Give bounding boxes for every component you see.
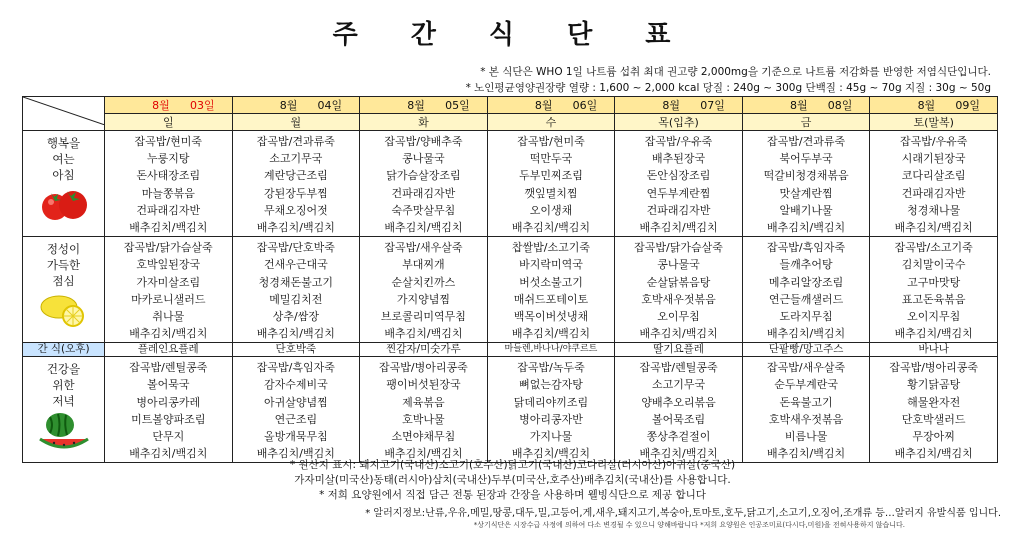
dish-item: 두부민찌조림 xyxy=(519,169,583,183)
breakfast-label-line: 여는 xyxy=(52,152,75,166)
dish-item: 콩나물국 xyxy=(402,152,445,166)
dish-item: 청경채돈불고기 xyxy=(258,275,334,289)
dish-item: 돈사태장조림 xyxy=(136,169,201,183)
disclaimer-note: *상기식단은 시장수급 사정에 의하여 다소 변경될 수 있으니 양해바랍니다 *저희 요양원은 인공조미료(다시다,미원)을 전혀사용하지 않습니다. xyxy=(473,521,905,529)
dish-item: 배추김치/백김치 xyxy=(129,447,208,461)
dish-item: 표고돈육볶음 xyxy=(901,292,966,306)
dish-item: 들깨추어탕 xyxy=(779,258,833,272)
month-label: 8월 xyxy=(407,99,425,112)
dish-item: 볼어묵국 xyxy=(147,378,190,392)
weekday-cell: 금 xyxy=(742,114,870,131)
sodium-note: * 본 식단은 WHO 1일 나트륨 섭취 최대 권고량 2,000mg을 기준으로 나트륨 저감화를 반영한 저염식단입니다. xyxy=(480,66,991,78)
day-label: 05일 xyxy=(445,99,470,112)
dish-item: 버섯소불고기 xyxy=(519,275,583,289)
weekday-row xyxy=(23,114,998,131)
dish-item: 브로콜리미역무침 xyxy=(380,309,466,323)
dish-item: 바지락미역국 xyxy=(519,258,583,272)
dish-item: 잡곡밥/우유죽 xyxy=(644,135,713,148)
dish-item: 아귀살양념찜 xyxy=(263,395,328,409)
breakfast-menu-cell xyxy=(105,131,233,237)
dish-item: 잡곡밥/흑임자죽 xyxy=(767,241,846,255)
allergy-note: * 알러지정보:난류,우유,메밀,땅콩,대두,밀,고등어,게,새우,돼지고기,복숭아,토마토,호두,닭고기,소고기,오징어,조개류 등…알러지 유발식품 입니다. xyxy=(365,508,1001,519)
dish-item: 누룽지탕 xyxy=(147,152,190,166)
snack-cell: 바나나 xyxy=(870,343,998,357)
dinner-menu-cell xyxy=(105,357,233,463)
corner-cell xyxy=(23,97,105,131)
dish-item: 배추김치/백김치 xyxy=(767,220,846,234)
dish-item: 무채오징어젓 xyxy=(263,203,328,217)
dish-item: 볼어묵조림 xyxy=(651,412,706,426)
dish-item: 양배추오리볶음 xyxy=(641,395,716,409)
dish-item: 건파래김자반 xyxy=(136,203,201,217)
dish-item: 순살닭볶음탕 xyxy=(646,275,711,289)
origin-note-2: 가자미살(미국산)동태(러시아)삼치(국내산)두부(미국산,호주산)배추김치(국내산)를 사용합니다. xyxy=(294,474,731,486)
dinner-label-line: 위한 xyxy=(52,378,75,393)
dish-item: 배추김치/백김치 xyxy=(894,327,973,341)
dish-item: 잡곡밥/견과류죽 xyxy=(256,135,335,148)
day-label: 07일 xyxy=(700,99,725,112)
month-label: 8월 xyxy=(917,99,936,112)
dish-item: 강된장두부찜 xyxy=(263,186,328,200)
dish-item: 오이무침 xyxy=(657,309,700,323)
dish-item: 건파래김자반 xyxy=(646,203,711,217)
dish-item: 돈안심장조림 xyxy=(646,169,711,183)
month-label: 8월 xyxy=(662,99,681,112)
dish-item: 배추김치/백김치 xyxy=(639,220,718,234)
nutrition-note: * 노인평균영양권장량 열량 : 1,600 ~ 2,000 kcal 당질 : 240g ~ 300g 단백질 : 45g ~ 70g 지질 : 30g ~ 50g xyxy=(465,82,991,94)
dish-item: 배추김치/백김치 xyxy=(256,327,335,341)
dish-item: 해물완자전 xyxy=(907,395,961,409)
dish-item: 가지양념찜 xyxy=(396,292,450,306)
dish-item: 마카로니샐러드 xyxy=(131,292,206,306)
dish-item: 소고기무국 xyxy=(651,378,706,392)
breakfast-menu-cell xyxy=(615,131,743,237)
breakfast-row xyxy=(23,131,998,237)
day-label: 09일 xyxy=(955,99,980,112)
dish-item: 상추/쌈장 xyxy=(272,309,319,323)
dish-item: 취나물 xyxy=(152,309,185,323)
dish-item: 감자수제비국 xyxy=(263,378,328,392)
month-label: 8월 xyxy=(279,99,298,112)
dish-item: 잡곡밥/양배추죽 xyxy=(384,135,463,148)
dish-item: 건파래김자반 xyxy=(391,186,456,200)
lunch-menu-cell xyxy=(870,237,998,343)
weekday-cell: 토(말복) xyxy=(870,114,998,131)
date-cell xyxy=(105,97,233,114)
dish-item: 배추김치/백김치 xyxy=(511,220,591,234)
dish-item: 찹쌀밥/소고기죽 xyxy=(511,241,591,255)
dish-item: 맛살계란찜 xyxy=(779,186,833,200)
dish-item: 팽이버섯된장국 xyxy=(386,378,461,392)
dish-item: 북어두부국 xyxy=(779,152,833,166)
lunch-menu-cell xyxy=(487,237,615,343)
dinner-label-line: 건강을 xyxy=(46,362,81,377)
lemon-icon xyxy=(23,289,104,335)
dish-item: 청경채나물 xyxy=(907,203,961,217)
date-cell xyxy=(360,97,488,114)
tomato-icon xyxy=(23,183,104,229)
month-label: 8월 xyxy=(152,99,170,112)
weekday-cell: 화 xyxy=(360,114,488,131)
dish-item: 시래기된장국 xyxy=(901,152,966,166)
lunch-menu-cell xyxy=(742,237,870,343)
dish-item: 미트볼양파조림 xyxy=(131,412,206,426)
dinner-label-line: 저녁 xyxy=(52,394,75,409)
lunch-menu-cell xyxy=(105,237,233,343)
dish-item: 도라지무침 xyxy=(779,309,833,323)
dish-item: 코다리살조림 xyxy=(901,169,966,183)
dish-item: 배추된장국 xyxy=(651,152,706,166)
dish-item: 잡곡밥/흑임자죽 xyxy=(256,361,335,375)
dish-item: 잡곡밥/새우살죽 xyxy=(384,241,463,255)
snack-cell: 플레인요플레 xyxy=(105,343,233,357)
dish-item: 잡곡밥/현미죽 xyxy=(517,135,585,148)
dinner-menu-cell xyxy=(487,357,615,463)
dish-item: 잡곡밥/우유죽 xyxy=(899,135,968,148)
lunch-menu-cell xyxy=(360,237,488,343)
dish-item: 계란당근조림 xyxy=(263,169,328,183)
dish-item: 잡곡밥/녹두죽 xyxy=(517,361,585,375)
origin-note-1: * 원산지 표시: 돼지고기(국내산)소고기(호주산)닭고기(국내산)코다리살(러시아산)아귀살(중국산) xyxy=(289,459,736,471)
dish-item: 쫑상추겉절이 xyxy=(646,430,711,443)
breakfast-label-line: 행복을 xyxy=(46,136,81,150)
dish-item: 잡곡밥/닭가슴살죽 xyxy=(634,241,723,255)
weekday-cell: 수 xyxy=(487,114,615,131)
day-label: 08일 xyxy=(827,99,853,112)
dish-item: 호박새우젓볶음 xyxy=(641,292,716,306)
day-label: 06일 xyxy=(572,99,598,112)
dish-item: 배추김치/백김치 xyxy=(511,327,591,341)
dish-item: 연근조림 xyxy=(274,412,318,426)
dish-item: 가지나물 xyxy=(529,430,573,443)
dish-item: 소고기무국 xyxy=(269,152,323,166)
dish-item: 닭데리야끼조림 xyxy=(513,395,589,409)
dish-item: 병아리콩자반 xyxy=(519,412,583,426)
dish-item: 오이생채 xyxy=(529,203,573,217)
dish-item: 올방개묵무침 xyxy=(263,430,328,443)
dish-item: 떡갈비청경채볶음 xyxy=(763,169,849,183)
weekday-cell: 월 xyxy=(232,114,360,131)
lunch-label-cell xyxy=(23,237,105,343)
dish-item: 연두부계란찜 xyxy=(646,186,711,200)
date-row xyxy=(23,97,998,114)
dish-item: 비름나물 xyxy=(784,430,828,443)
watermelon-icon xyxy=(23,409,104,455)
dish-item: 오이지무침 xyxy=(907,309,961,323)
dinner-label-cell xyxy=(23,357,105,463)
sauce-note: * 저희 요양원에서 직접 담근 전통 된장과 간장을 사용하며 웰빙식단으로 제공 합니다 xyxy=(319,489,706,501)
dish-item: 배추김치/백김치 xyxy=(256,220,335,234)
dish-item: 메추리알장조림 xyxy=(768,275,844,289)
lunch-label-line: 점심 xyxy=(52,274,75,289)
dish-item: 배추김치/백김치 xyxy=(639,447,718,461)
dish-item: 건파래김자반 xyxy=(901,186,966,200)
dish-item: 김치말이국수 xyxy=(901,258,966,272)
dish-item: 배추김치/백김치 xyxy=(894,447,973,461)
dish-item: 배추김치/백김치 xyxy=(384,447,463,461)
dish-item: 배추김치/백김치 xyxy=(639,327,718,341)
month-label: 8월 xyxy=(534,99,553,112)
dish-item: 콩나물국 xyxy=(657,258,700,272)
dish-item: 잡곡밥/병아리콩죽 xyxy=(379,361,468,375)
snack-cell: 단팥빵/망고주스 xyxy=(742,343,870,357)
date-cell xyxy=(487,97,615,114)
dish-item: 건새우근대국 xyxy=(263,258,328,272)
dish-item: 잡곡밥/소고기죽 xyxy=(894,241,973,255)
dish-item: 배추김치/백김치 xyxy=(129,327,208,341)
weekday-cell: 목(입추) xyxy=(615,114,743,131)
lunch-label-line: 가득한 xyxy=(46,258,81,273)
dinner-menu-cell xyxy=(615,357,743,463)
dish-item: 깻잎멸치찜 xyxy=(524,186,578,200)
dish-item: 호박나물 xyxy=(402,412,445,426)
dinner-menu-cell xyxy=(742,357,870,463)
dish-item: 호박잎된장국 xyxy=(136,258,201,272)
date-cell xyxy=(870,97,998,114)
dish-item: 매쉬드포테이토 xyxy=(513,292,589,306)
breakfast-label-cell xyxy=(23,131,105,237)
snack-cell: 딸기요플레 xyxy=(615,343,743,357)
snack-cell: 단호박죽 xyxy=(232,343,360,357)
dinner-menu-cell xyxy=(360,357,488,463)
breakfast-menu-cell xyxy=(870,131,998,237)
snack-cell: 마들렌,바나나/야쿠르트 xyxy=(487,343,615,357)
lunch-menu-cell xyxy=(615,237,743,343)
dish-item: 고구마맛탕 xyxy=(907,275,961,289)
lunch-label-line: 정성이 xyxy=(46,242,81,257)
dish-item: 배추김치/백김치 xyxy=(384,327,463,341)
dish-item: 부대찌개 xyxy=(402,258,445,272)
dish-item: 단무지 xyxy=(152,430,185,443)
dinner-row xyxy=(23,357,998,463)
dish-item: 단호박샐러드 xyxy=(901,412,966,426)
date-cell xyxy=(615,97,743,114)
snack-cell: 찐감자/미숫가루 xyxy=(360,343,488,357)
date-cell xyxy=(232,97,360,114)
dish-item: 돈육불고기 xyxy=(779,395,833,409)
dish-item: 잡곡밥/렌틸콩죽 xyxy=(639,361,718,375)
breakfast-menu-cell xyxy=(360,131,488,237)
breakfast-label-line: 아침 xyxy=(52,168,75,182)
breakfast-menu-cell xyxy=(742,131,870,237)
dish-item: 배추김치/백김치 xyxy=(384,220,463,234)
date-cell xyxy=(742,97,870,114)
lunch-row xyxy=(23,237,998,343)
dish-item: 가자미살조림 xyxy=(136,275,201,289)
snack-row xyxy=(23,343,998,357)
dish-item: 뼈없는감자탕 xyxy=(519,378,583,392)
dish-item: 숙주맛살무침 xyxy=(391,203,456,217)
dish-item: 마늘쫑볶음 xyxy=(141,186,195,200)
dish-item: 배추김치/백김치 xyxy=(767,327,846,341)
dish-item: 잡곡밥/현미죽 xyxy=(134,135,203,148)
dish-item: 알배기나물 xyxy=(779,203,833,217)
dish-item: 배추김치/백김치 xyxy=(511,447,591,461)
page-title: 주 간 식 단 표 xyxy=(332,20,693,50)
dish-item: 메밀김치전 xyxy=(269,292,323,306)
day-label: 04일 xyxy=(317,99,343,112)
dish-item: 잡곡밥/새우살죽 xyxy=(767,361,846,375)
dish-item: 백목이버섯냉채 xyxy=(513,309,589,323)
day-label: 03일 xyxy=(189,99,215,112)
dish-item: 잡곡밥/렌틸콩죽 xyxy=(129,361,208,375)
dish-item: 배추김치/백김치 xyxy=(256,447,335,461)
dish-item: 배추김치/백김치 xyxy=(129,220,208,234)
dinner-menu-cell xyxy=(870,357,998,463)
weekday-cell: 일 xyxy=(105,114,233,131)
lunch-menu-cell xyxy=(232,237,360,343)
month-label: 8월 xyxy=(789,99,808,112)
dish-item: 잡곡밥/닭가슴살죽 xyxy=(123,241,213,255)
dish-item: 배추김치/백김치 xyxy=(767,447,846,461)
dish-item: 배추김치/백김치 xyxy=(894,220,973,234)
breakfast-menu-cell xyxy=(487,131,615,237)
dish-item: 잡곡밥/단호박죽 xyxy=(256,241,335,255)
dish-item: 황기닭곰탕 xyxy=(907,378,961,392)
dish-item: 순두부계란국 xyxy=(774,378,838,392)
dish-item: 떡만두국 xyxy=(529,152,573,166)
dish-item: 호박새우젓볶음 xyxy=(768,412,844,426)
dish-item: 병아리콩카레 xyxy=(136,395,201,409)
dish-item: 잡곡밥/견과류죽 xyxy=(767,135,846,148)
dinner-menu-cell xyxy=(232,357,360,463)
dish-item: 순살치킨까스 xyxy=(391,275,456,289)
dish-item: 연근들깨샐러드 xyxy=(768,292,844,306)
dish-item: 무장아찌 xyxy=(912,430,955,443)
dish-item: 잡곡밥/병아리콩죽 xyxy=(889,361,979,375)
breakfast-menu-cell xyxy=(232,131,360,237)
dish-item: 닭가슴살장조림 xyxy=(386,169,461,183)
weekly-menu-table xyxy=(22,96,998,463)
dish-item: 제육볶음 xyxy=(402,395,445,409)
snack-label: 간 식(오후) xyxy=(23,343,105,357)
dish-item: 소면야채무침 xyxy=(391,430,456,443)
